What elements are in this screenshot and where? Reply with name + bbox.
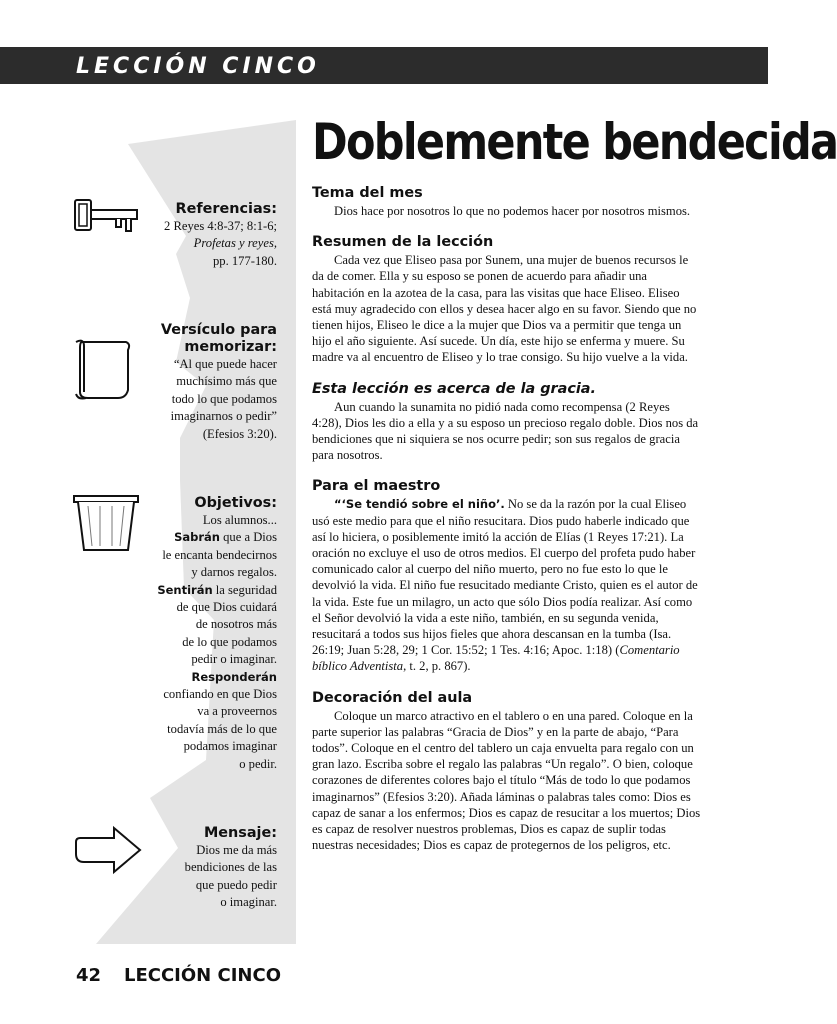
maestro-source: Comentario bíblico Adventista — [312, 643, 680, 674]
objetivos-line — [117, 669, 277, 686]
responderan-label: Responderán — [191, 669, 277, 684]
maestro-heading: Para el maestro — [312, 478, 441, 495]
referencias-box — [117, 201, 277, 270]
gracia-text: Aun cuando la sunamita no pidió nada como recompensa (2 Reyes 4:28), Dios les dio a ella y a su esposo un precioso regalo doble. Dios nos da bendiciones que ni siquiera se nos ocurre pedir; son sus regalos de gracia para nosotros. — [312, 399, 699, 463]
objetivos-line: confiando en que Dios — [163, 687, 277, 702]
objetivos-line: o pedir. — [239, 756, 277, 771]
resumen-heading: Resumen de la lección — [312, 234, 494, 251]
versiculo-line: imaginarnos o pedir” — [170, 409, 277, 424]
objetivos-heading: Objetivos: — [194, 495, 277, 511]
objetivos-line: le encanta bendecirnos — [162, 547, 277, 562]
sabran-label: Sabrán — [174, 530, 220, 545]
page-title: Doblemente bendecida — [312, 113, 837, 171]
objetivos-line: Sentirán la seguridad — [157, 582, 277, 597]
versiculo-line: todo lo que podamos — [171, 391, 277, 406]
versiculo-heading: memorizar: — [184, 339, 277, 355]
objetivos-line: todavía más de lo que — [167, 721, 277, 736]
objetivos-line: Sabrán que a Dios — [174, 530, 277, 545]
maestro-text: “‘Se tendió sobre el niño’. No se da la razón por la cual Eliseo usó este medio para que el niño resucitara. Dios pudo haberle indicado que así lo hiciera, o posiblemente imitó la acción de Elías (1 Reyes 17:21). La oración no excluye el uso de otros medios. El cuerpo del profeta pudo haber comunicado calor al cuerpo del niño muerto, pero no fue esto lo que le devolvió la vida. El niño fue resucitado mediante Cristo, quien es el autor de la vida. Este fue un milagro, un acto que sólo Dios podía realizar. Así como el Señor devolvió la vida a este niño, también, en su segunda venida, resucitará a todos sus hijos fieles que ahora descansan en la tumba (Isa. 26:19; Juan 5:28, 29; 1 Cor. 15:52; 1 Tes. 4:16; Apoc. 1:18) (Comentario bíblico Adventista, t. 2, p. 867). — [312, 497, 698, 674]
objetivos-line: va a proveernos — [197, 704, 277, 719]
objetivos-line: de que Dios cuidará — [176, 600, 277, 615]
decoracion-heading: Decoración del aula — [312, 689, 473, 706]
objetivos-line: de nosotros más — [195, 617, 277, 632]
resumen-text: Cada vez que Eliseo pasa por Sunem, una mujer de buenos recursos le da de comer. Ella y su esposo se ponen de acuerdo para añadir una habitación en la azotea de la casa, para las visitas que hace Eliseo. Eliseo está muy agradecido con ellos y desea hacer algo en su favor. Siendo que no tienen hijos, Eliseo le dice a la mujer que Dios va a permitir que tenga un hijo el año siguiente. Así sucede. Un día, este hijo se enferma y muere. Su madre va al encuentro de Eliseo y lo trae consigo. Su hijo vuelve a la vida. — [312, 253, 697, 365]
referencias-line: Profetas y reyes, — [193, 236, 277, 251]
decoracion-text: Coloque un marco atractivo en el tablero o en una pared. Coloque en la parte superior las palabras “Gracia de Dios” y en la parte de abajo, “Para todos”. Coloque en el centro del tablero un caja envuelta para regalo con un gran lazo. Escriba sobre el regalo las palabras “Un regalo”. O bien, coloque corazones de diferentes colores bajo el título “Más de todo lo que podamos imaginarnos” (Efesios 3:20). Añada láminas o palabras tales como: Dios es capaz de sanar a los enfermos; Dios es capaz de resucitar a los muertos; Dios es capaz de resolver nuestros problemas, Dios es capaz de suplir todas nuestras necesidades; Dios es capaz de protegernos de los peligros, etc. — [312, 708, 701, 853]
versiculo-box — [117, 322, 277, 443]
footer-label: LECCIÓN CINCO — [124, 965, 281, 986]
objetivos-line: podamos imaginar — [183, 739, 277, 754]
versiculo-line: muchísimo más que — [176, 374, 277, 389]
mensaje-line: o imaginar. — [220, 895, 277, 910]
versiculo-line: (Efesios 3:20). — [202, 426, 277, 441]
gracia-heading: Esta lección es acerca de la gracia. — [312, 380, 596, 397]
versiculo-heading: Versículo para — [160, 322, 277, 338]
objetivos-line: de lo que podamos — [182, 634, 277, 649]
objetivos-box — [117, 495, 277, 773]
lesson-label: LECCIÓN CINCO — [76, 54, 320, 79]
tema-heading: Tema del mes — [312, 185, 423, 201]
page-number: 42 — [76, 965, 102, 986]
mensaje-heading: Mensaje: — [203, 825, 277, 841]
maestro-quote: “‘Se tendió sobre el niño’. — [334, 497, 505, 512]
tema-text: Dios hace por nosotros lo que no podemos hacer por nosotros mismos. — [334, 204, 691, 218]
mensaje-line: bendiciones de las — [184, 860, 277, 875]
sentiran-label: Sentirán — [157, 582, 213, 597]
referencias-heading: Referencias: — [175, 201, 277, 217]
referencias-line: 2 Reyes 4:8-37; 8:1-6; — [164, 219, 277, 233]
mensaje-line: que puedo pedir — [195, 877, 277, 892]
mensaje-line: Dios me da más — [196, 843, 277, 857]
versiculo-line: “Al que puede hacer — [173, 357, 277, 371]
objetivos-line: pedir o imaginar. — [191, 652, 277, 667]
mensaje-box — [117, 825, 277, 912]
objetivos-line: y darnos regalos. — [191, 565, 277, 580]
objetivos-intro: Los alumnos... — [202, 513, 277, 527]
main-column — [312, 184, 702, 854]
referencias-line: pp. 177-180. — [212, 253, 277, 268]
